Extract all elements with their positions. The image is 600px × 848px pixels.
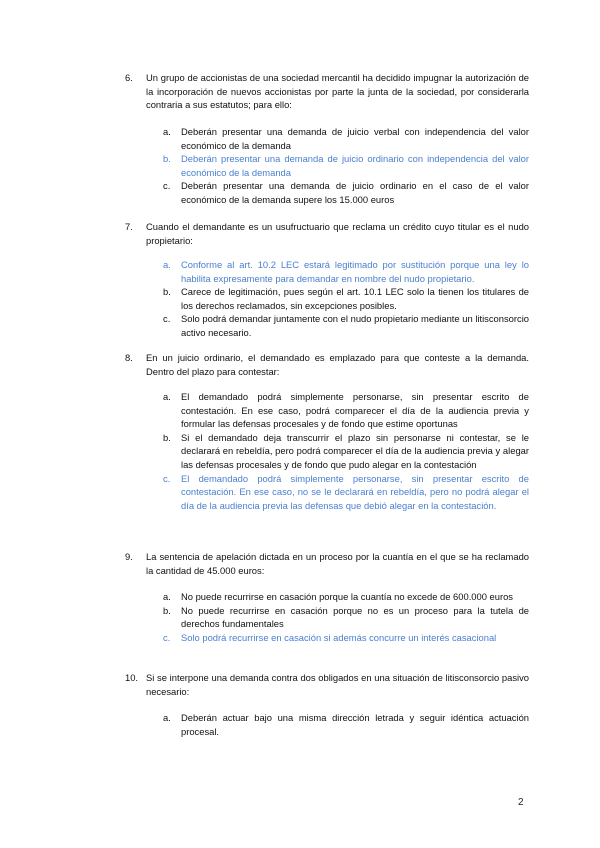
option-letter: c. [163,472,171,484]
option-c-correct [163,631,529,645]
question-8 [125,351,529,378]
option-text: Deberán presentar una demanda de juicio verbal con independencia del valor económico de la demanda [181,126,529,151]
option-letter: b. [163,431,171,443]
question-number: 7. [125,221,133,232]
option-text: No puede recurrirse en casación porque la cuantía no excede de 600.000 euros [181,591,513,602]
option-b [163,285,529,312]
option-a [163,125,529,152]
option-letter: c. [163,313,171,325]
option-text: Solo podrá demandar juntamente con el nudo propietario mediante un litisconsorcio activo necesario. [181,313,529,338]
option-letter: b. [163,286,171,298]
question-number: 8. [125,352,133,363]
option-letter: b. [163,604,171,616]
question-text: En un juicio ordinario, el demandado es emplazado para que conteste a la demanda. Dentro del plazo para contestar: [146,352,529,377]
option-b [163,604,529,631]
question-text: Un grupo de accionistas de una sociedad mercantil ha decidido impugnar la autorización de la incorporación de nuevos accionistas por parte la junta de la sociedad, por considerarla contraria a sus estatutos; para ello: [146,72,529,111]
option-letter: a. [163,126,171,137]
options-9 [163,590,529,644]
option-text: Deberán presentar una demanda de juicio ordinario con independencia del valor económico de la demanda [181,153,529,178]
option-text: Deberán presentar una demanda de juicio ordinario en el caso de el valor económico de la demanda supere los 15.000 euros [181,180,529,205]
option-letter: a. [163,391,171,402]
option-text: Solo podrá recurrirse en casación si además concurre un interés casacional [181,631,497,643]
options-10 [163,711,529,738]
option-text: Carece de legitimación, pues según el art. 10.1 LEC solo la tienen los titulares de los derechos reclamados, sin excepciones posibles. [181,286,529,311]
option-letter: a. [163,259,171,270]
question-text: Cuando el demandante es un usufructuario que reclama un crédito cuyo titular es el nudo propietario: [146,221,529,246]
option-text: Si el demandado deja transcurrir el plazo sin personarse ni contestar, se le declarará en rebeldía, pero podrá comparecer el día de la audiencia previa y alegar las defensas procesales y de fondo que pudo alegar en la contestación [181,431,529,470]
option-a-correct [163,258,529,285]
option-a [163,390,529,431]
option-letter: a. [163,591,171,602]
question-number: 9. [125,551,133,562]
option-text: Conforme al art. 10.2 LEC estará legitimado por sustitución porque una ley lo habilita expresamente para demandar en nombre del nudo propietario. [181,259,529,284]
option-letter: b. [163,153,171,165]
question-6 [125,71,529,112]
option-letter: a. [163,712,171,723]
option-b [163,431,529,472]
option-c-correct [163,472,529,513]
question-text: La sentencia de apelación dictada en un proceso por la cuantía en el que se ha reclamado la cantidad de 45.000 euros: [146,551,529,576]
question-number: 6. [125,72,133,83]
question-text: Si se interpone una demanda contra dos obligados en una situación de litisconsorcio pasivo necesario: [146,672,529,697]
option-c [163,312,529,339]
question-7 [125,220,529,247]
page-number: 2 [518,797,524,808]
options-6 [163,125,529,207]
option-text: No puede recurrirse en casación porque no es un proceso para la tutela de derechos fundamentales [181,604,529,630]
option-a [163,590,529,604]
option-text: El demandado podrá simplemente personarse, sin presentar escrito de contestación. En ese caso, no se le declarará en rebeldía, pero no podrá alegar el día de la audiencia previa las defensas que debió alegar en la contestación. [181,472,529,511]
option-b-correct [163,152,529,179]
option-text: Deberán actuar bajo una misma dirección letrada y seguir idéntica actuación procesal. [181,712,529,737]
question-10 [125,671,529,698]
question-9 [125,550,529,577]
option-text: El demandado podrá simplemente personarse, sin presentar escrito de contestación. En ese caso, podrá comparecer el día de la audiencia previa y formular las defensas procesales y de fondo que estime oportunas [181,391,529,430]
option-letter: c. [163,180,171,192]
options-8 [163,390,529,512]
question-number: 10. [125,672,139,683]
options-7 [163,258,529,340]
option-a [163,711,529,738]
option-c [163,179,529,206]
option-letter: c. [163,631,171,643]
